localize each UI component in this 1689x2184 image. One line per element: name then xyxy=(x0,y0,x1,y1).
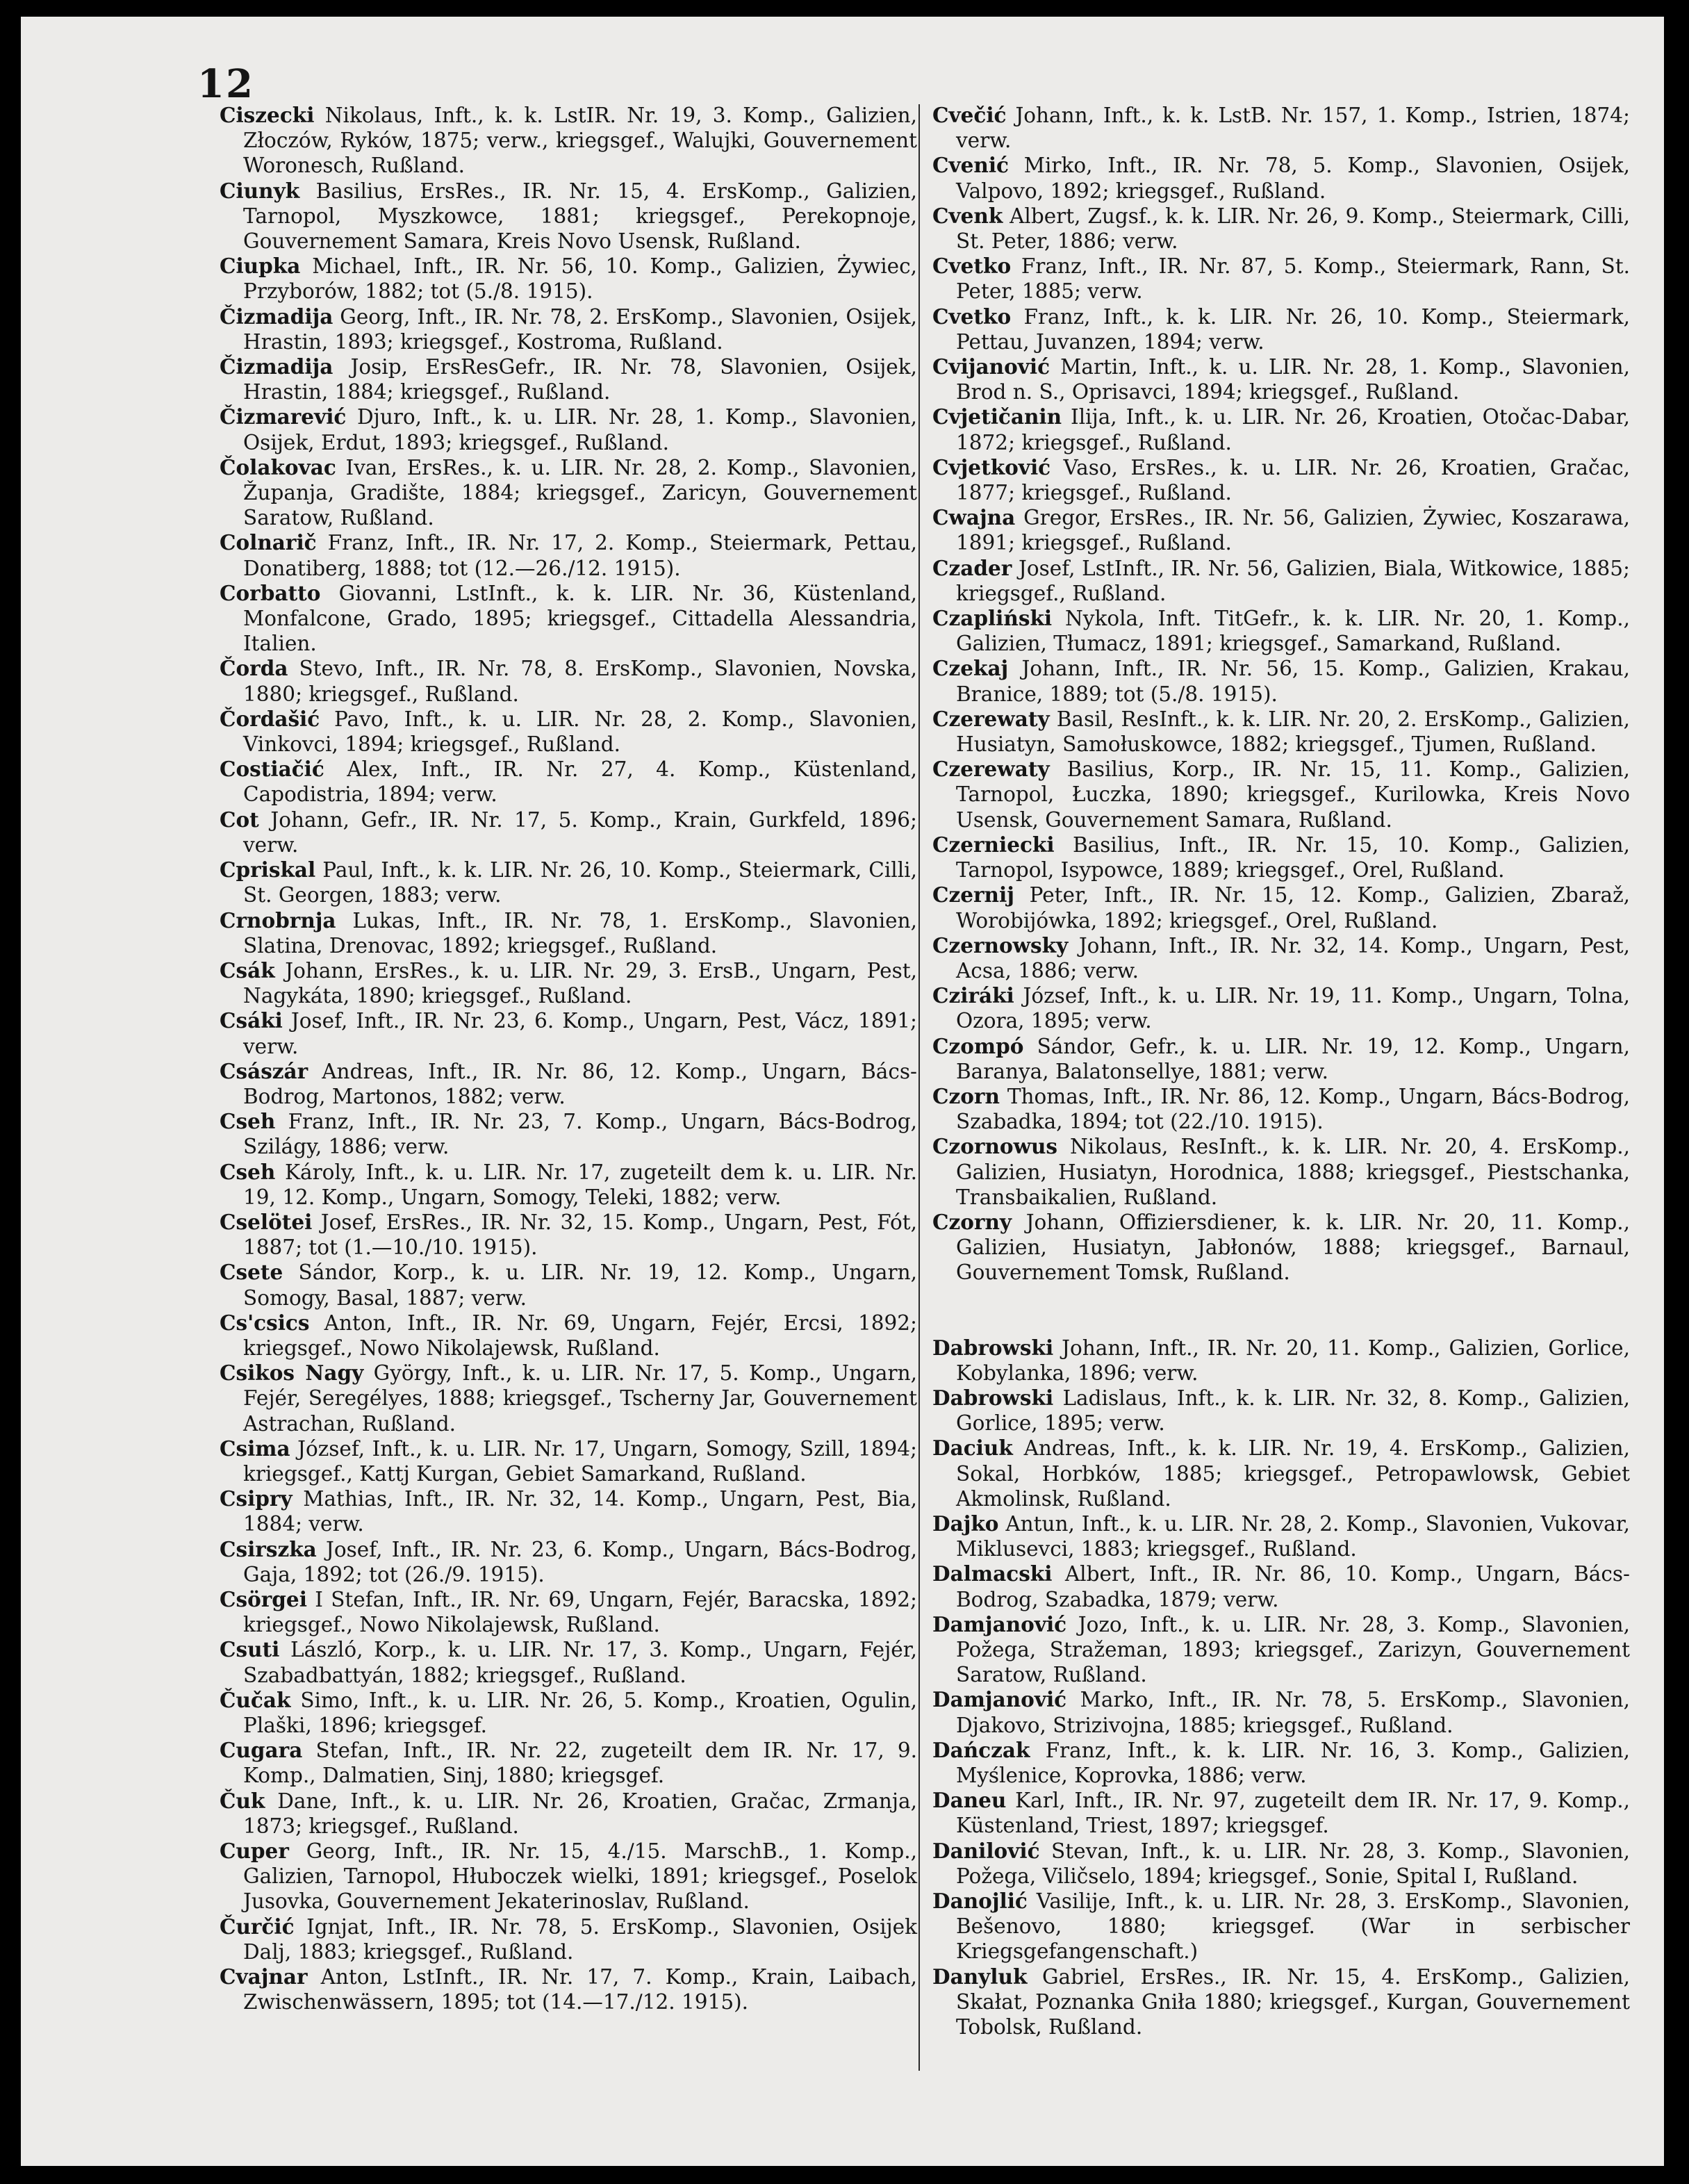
entry-surname: Csirszka xyxy=(220,1536,317,1561)
entry-details: Johann, Inft., k. k. LstB. Nr. 157, 1. Komp., Istrien, 1874; verw. xyxy=(956,104,1630,153)
entry-details: György, Inft., k. u. LIR. Nr. 17, 5. Komp., Ungarn, Fejér, Seregélyes, 1888; kriegsgef., Tscherny Jar, Gouvernement Astrachan, Rußland. xyxy=(243,1361,917,1436)
entries-c-section xyxy=(932,103,1630,1286)
entry-surname: Cvjetković xyxy=(932,454,1051,479)
entry-details: Ilija, Inft., k. u. LIR. Nr. 26, Kroatien, Otočac-Dabar, 1872; kriegsgef., Rußland. xyxy=(956,405,1630,454)
entry-details: Nikolaus, ResInft., k. k. LIR. Nr. 20, 4. ErsKomp., Galizien, Husiatyn, Horodnica, 1888; kriegsgef., Piestschanka, Transbaikalien, Rußland. xyxy=(956,1135,1630,1209)
entry-details: Antun, Inft., k. u. LIR. Nr. 28, 2. Komp., Slavonien, Vukovar, Miklusevci, 1883; kriegsgef., Rußland. xyxy=(956,1511,1630,1561)
entry-details: Albert, Zugsf., k. k. LIR. Nr. 26, 9. Komp., Steiermark, Cilli, St. Peter, 1886; verw. xyxy=(956,204,1630,254)
entry-details: Djuro, Inft., k. u. LIR. Nr. 28, 1. Komp., Slavonien, Osijek, Erdut, 1893; kriegsgef., Rußland. xyxy=(243,405,917,454)
register-entry xyxy=(220,1486,917,1536)
register-entry xyxy=(932,656,1630,706)
entry-details: Anton, LstInft., IR. Nr. 17, 7. Komp., Krain, Laibach, Zwischenwässern, 1895; tot (14.—17./12. 1915). xyxy=(243,1965,917,2014)
entry-surname: Czorny xyxy=(932,1209,1012,1234)
scan-border-top xyxy=(0,0,1689,17)
register-entry xyxy=(932,505,1630,555)
register-entry xyxy=(220,757,917,807)
entry-details: Stevo, Inft., IR. Nr. 78, 8. ErsKomp., Slavonien, Novska, 1880; kriegsgef., Rußland. xyxy=(243,657,917,706)
register-entry xyxy=(220,354,917,404)
entry-details: Karl, Inft., IR. Nr. 97, zugeteilt dem IR. Nr. 17, 9. Komp., Küstenland, Triest, 1897; kriegsgef. xyxy=(956,1789,1630,1838)
entry-details: Stefan, Inft., IR. Nr. 22, zugeteilt dem IR. Nr. 17, 9. Komp., Dalmatien, Sinj, 1880; kriegsgef. xyxy=(243,1739,917,1788)
entry-surname: Cvenić xyxy=(932,153,1010,178)
entry-surname: Čordašić xyxy=(220,706,320,731)
entry-surname: Ciunyk xyxy=(220,178,300,203)
entry-surname: Costiačić xyxy=(220,757,324,782)
register-entry xyxy=(932,1889,1630,1964)
register-entry xyxy=(220,1789,917,1839)
register-entry xyxy=(220,1160,917,1210)
entry-surname: Czerniecki xyxy=(932,832,1055,857)
register-entry xyxy=(220,857,917,908)
register-entry xyxy=(932,404,1630,454)
register-entry xyxy=(220,807,917,857)
entry-surname: Csörgei xyxy=(220,1586,307,1611)
entry-details: Franz, Inft., IR. Nr. 87, 5. Komp., Steiermark, Rann, St. Peter, 1885; verw. xyxy=(956,254,1630,304)
register-entry xyxy=(220,1008,917,1058)
entry-surname: Dabrowski xyxy=(932,1335,1054,1360)
entry-details: Giovanni, LstInft., k. k. LIR. Nr. 36, Küstenland, Monfalcone, Grado, 1895; kriegsgef., Cittadella Alessandria, Italien. xyxy=(243,581,917,656)
entry-details: Johann, Inft., IR. Nr. 20, 11. Komp., Galizien, Gorlice, Kobylanka, 1896; verw. xyxy=(956,1336,1630,1385)
entry-surname: Cs'csics xyxy=(220,1310,310,1335)
entry-surname: Daneu xyxy=(932,1788,1007,1813)
register-entry xyxy=(220,1587,917,1637)
entry-surname: Czernowsky xyxy=(932,933,1069,958)
entry-surname: Dalmacski xyxy=(932,1561,1053,1586)
entry-details: Josef, LstInft., IR. Nr. 56, Galizien, Biala, Witkowice, 1885; kriegsgef., Rußland. xyxy=(956,556,1630,605)
entry-details: Sándor, Korp., k. u. LIR. Nr. 19, 12. Komp., Ungarn, Somogy, Basal, 1887; verw. xyxy=(243,1261,917,1310)
entry-details: Ladislaus, Inft., k. k. LIR. Nr. 32, 8. Komp., Galizien, Gorlice, 1895; verw. xyxy=(956,1386,1630,1436)
entry-surname: Czernij xyxy=(932,882,1014,908)
entry-surname: Cwajna xyxy=(932,505,1016,530)
entry-details: Gregor, ErsRes., IR. Nr. 56, Galizien, Żywiec, Koszarawa, 1891; kriegsgef., Rußland. xyxy=(956,506,1630,555)
entry-details: Basil, ResInft., k. k. LIR. Nr. 20, 2. ErsKomp., Galizien, Husiatyn, Samołuskowce, 1882; kriegsgef., Tjumen, Rußland. xyxy=(956,707,1630,757)
register-entry xyxy=(932,354,1630,404)
entry-surname: Czornowus xyxy=(932,1134,1058,1159)
register-entry xyxy=(220,1210,917,1260)
entry-surname: Danyluk xyxy=(932,1964,1028,1989)
entry-surname: Čolakovac xyxy=(220,454,336,479)
entry-details: Josip, ErsResGefr., IR. Nr. 78, Slavonien, Osijek, Hrastin, 1884; kriegsgef., Rußland. xyxy=(243,355,917,404)
entry-details: Albert, Inft., IR. Nr. 86, 10. Komp., Ungarn, Bács-Bodrog, Szabadka, 1879; verw. xyxy=(956,1562,1630,1611)
entry-surname: Cvjetičanin xyxy=(932,404,1062,429)
register-entry xyxy=(932,254,1630,304)
entry-surname: Czapliński xyxy=(932,606,1053,631)
entry-surname: Damjanović xyxy=(932,1611,1067,1636)
register-entry xyxy=(932,882,1630,933)
entry-details: Vasilije, Inft., k. u. LIR. Nr. 28, 3. ErsKomp., Slavonien, Bešenovo, 1880; kriegsgef. (War in serbischer Kriegsgefangenschaft.) xyxy=(956,1889,1630,1964)
register-entry xyxy=(220,103,917,179)
entry-surname: Csipry xyxy=(220,1486,293,1511)
entry-surname: Czompó xyxy=(932,1033,1024,1058)
entry-details: Anton, Inft., IR. Nr. 69, Ungarn, Fejér, Ercsi, 1892; kriegsgef., Nowo Nikolajewsk, Rußland. xyxy=(243,1311,917,1360)
entry-surname: Daciuk xyxy=(932,1436,1013,1461)
register-entry xyxy=(220,254,917,304)
entry-details: Ivan, ErsRes., k. u. LIR. Nr. 28, 2. Komp., Slavonien, Županja, Gradište, 1884; kriegsgef., Zaricyn, Gouvernement Saratow, Rußland. xyxy=(243,455,917,530)
register-entry xyxy=(220,455,917,531)
entry-surname: Čuk xyxy=(220,1788,265,1813)
register-entry xyxy=(932,455,1630,505)
entry-details: Josef, Inft., IR. Nr. 23, 6. Komp., Ungarn, Pest, Vácz, 1891; verw. xyxy=(243,1009,917,1058)
entry-surname: Ciupka xyxy=(220,254,301,279)
entry-details: Károly, Inft., k. u. LIR. Nr. 17, zugeteilt dem k. u. LIR. Nr. 19, 12. Komp., Ungarn, Somogy, Teleki, 1882; verw. xyxy=(243,1160,917,1209)
entry-details: Thomas, Inft., IR. Nr. 86, 12. Komp., Ungarn, Bács-Bodrog, Szabadka, 1894; tot (22./10. 1915). xyxy=(956,1084,1630,1134)
entry-details: Michael, Inft., IR. Nr. 56, 10. Komp., Galizien, Żywiec, Przyborów, 1882; tot (5./8. 1915). xyxy=(243,254,917,304)
register-entry xyxy=(932,1134,1630,1210)
register-entry xyxy=(932,1034,1630,1084)
entry-surname: Corbatto xyxy=(220,580,321,605)
entry-surname: Csikos Nagy xyxy=(220,1361,364,1386)
entry-surname: Cuper xyxy=(220,1839,289,1864)
entry-details: Johann, Inft., IR. Nr. 32, 14. Komp., Ungarn, Pest, Acsa, 1886; verw. xyxy=(956,933,1630,983)
register-entry xyxy=(220,304,917,354)
entry-surname: Čizmadija xyxy=(220,304,333,329)
entry-details: Simo, Inft., k. u. LIR. Nr. 26, 5. Komp., Kroatien, Ogulin, Plaški, 1896; kriegsgef. xyxy=(243,1688,917,1737)
register-entry xyxy=(932,983,1630,1033)
register-entry xyxy=(932,757,1630,832)
entry-details: Sándor, Gefr., k. u. LIR. Nr. 19, 12. Komp., Ungarn, Baranya, Balatonsellye, 1881; verw. xyxy=(956,1034,1630,1083)
entry-surname: Cziráki xyxy=(932,983,1014,1008)
entry-details: Franz, Inft., k. k. LIR. Nr. 16, 3. Komp., Galizien, Myślenice, Koprovka, 1886; verw. xyxy=(956,1738,1630,1787)
register-entry xyxy=(220,908,917,958)
register-entry xyxy=(220,1914,917,1964)
register-entry xyxy=(220,1537,917,1587)
register-entry xyxy=(220,1311,917,1361)
entry-surname: Cugara xyxy=(220,1738,303,1763)
entry-surname: Colnarič xyxy=(220,530,317,555)
entry-surname: Čorda xyxy=(220,656,288,681)
section-gap xyxy=(932,1286,1630,1336)
register-entry xyxy=(220,1361,917,1436)
entry-surname: Czader xyxy=(932,555,1012,580)
register-entry xyxy=(932,1084,1630,1134)
register-entry xyxy=(220,404,917,454)
register-entry xyxy=(220,1738,917,1788)
register-entry xyxy=(220,1436,917,1486)
page-number: 12 xyxy=(197,61,254,107)
register-entry xyxy=(932,1788,1630,1838)
entry-surname: Čurčić xyxy=(220,1914,295,1939)
entry-surname: Crnobrnja xyxy=(220,908,336,933)
register-entry xyxy=(220,530,917,580)
register-entry xyxy=(220,1839,917,1914)
entry-surname: Cvajnar xyxy=(220,1964,308,1989)
entry-details: Dane, Inft., k. u. LIR. Nr. 26, Kroatien, Gračac, Zrmanja, 1873; kriegsgef., Rußland. xyxy=(243,1789,917,1838)
register-entry xyxy=(932,1687,1630,1737)
register-entry xyxy=(220,179,917,254)
entry-details: I Stefan, Inft., IR. Nr. 69, Ungarn, Fejér, Baracska, 1892; kriegsgef., Nowo Nikolajewsk, Rußland. xyxy=(243,1587,917,1637)
entry-details: Johann, Gefr., IR. Nr. 17, 5. Komp., Krain, Gurkfeld, 1896; verw. xyxy=(243,807,917,857)
entry-surname: Cselötei xyxy=(220,1209,313,1234)
entry-surname: Čizmarević xyxy=(220,404,347,429)
register-entry xyxy=(932,153,1630,203)
entry-surname: Császár xyxy=(220,1058,308,1083)
entry-surname: Csete xyxy=(220,1260,283,1285)
register-entry xyxy=(932,103,1630,153)
register-entry xyxy=(932,1964,1630,2040)
register-entry xyxy=(220,1109,917,1159)
register-entry xyxy=(932,204,1630,254)
entry-details: Paul, Inft., k. k. LIR. Nr. 26, 10. Komp., Steiermark, Cilli, St. Georgen, 1883; verw. xyxy=(243,858,917,908)
scan-border-bottom xyxy=(0,2166,1689,2184)
register-entry xyxy=(932,1336,1630,1386)
entry-details: Peter, Inft., IR. Nr. 15, 12. Komp., Galizien, Zbaraž, Worobijówka, 1892; kriegsgef., Orel, Rußland. xyxy=(956,883,1630,933)
entry-details: Georg, Inft., IR. Nr. 15, 4./15. MarschB., 1. Komp., Galizien, Tarnopol, Hłuboczek wielki, 1891; kriegsgef., Poselok Jusovka, Gouvernement Jekaterinoslav, Rußland. xyxy=(243,1839,917,1914)
register-entry xyxy=(932,933,1630,983)
entry-details: Mirko, Inft., IR. Nr. 78, 5. Komp., Slavonien, Osijek, Valpovo, 1892; kriegsgef., Rußland. xyxy=(956,154,1630,203)
register-entry xyxy=(932,1561,1630,1611)
entry-details: Andreas, Inft., IR. Nr. 86, 12. Komp., Ungarn, Bács-Bodrog, Martonos, 1882; verw. xyxy=(243,1059,917,1108)
register-entry xyxy=(220,958,917,1008)
entry-details: Alex, Inft., IR. Nr. 27, 4. Komp., Küstenland, Capodistria, 1894; verw. xyxy=(243,757,917,807)
entry-details: Franz, Inft., IR. Nr. 17, 2. Komp., Steiermark, Pettau, Donatiberg, 1888; tot (12.—26./12. 1915). xyxy=(243,531,917,580)
register-entry xyxy=(932,1210,1630,1286)
entry-details: Mathias, Inft., IR. Nr. 32, 14. Komp., Ungarn, Pest, Bia, 1884; verw. xyxy=(243,1487,917,1536)
register-entry xyxy=(220,1964,917,2014)
entry-surname: Csák xyxy=(220,958,275,983)
entry-surname: Czerewaty xyxy=(932,706,1050,731)
register-entry xyxy=(932,832,1630,882)
register-entry xyxy=(220,1059,917,1109)
register-entry xyxy=(932,1839,1630,1889)
register-entry xyxy=(932,1738,1630,1788)
entry-surname: Čučak xyxy=(220,1687,291,1712)
scan-border-left xyxy=(0,0,21,2184)
column-divider xyxy=(918,104,920,2071)
register-entry xyxy=(932,1612,1630,1688)
entry-details: Johann, Inft., IR. Nr. 56, 15. Komp., Galizien, Krakau, Branice, 1889; tot (5./8. 1915). xyxy=(956,657,1630,706)
entry-details: Basilius, Korp., IR. Nr. 15, 11. Komp., Galizien, Tarnopol, Łuczka, 1890; kriegsgef., Kurilowka, Kreis Novo Usensk, Gouvernement Samara, Rußland. xyxy=(956,757,1630,832)
entry-details: Josef, Inft., IR. Nr. 23, 6. Komp., Ungarn, Bács-Bodrog, Gaja, 1892; tot (26./9. 1915). xyxy=(243,1537,917,1586)
register-entry xyxy=(220,656,917,706)
register-entry xyxy=(932,1436,1630,1511)
entry-details: Pavo, Inft., k. u. LIR. Nr. 28, 2. Komp., Slavonien, Vinkovci, 1894; kriegsgef., Rußland. xyxy=(243,707,917,757)
entry-details: Stevan, Inft., k. u. LIR. Nr. 28, 3. Komp., Slavonien, Požega, Viličselo, 1894; kriegsgef., Sonie, Spital I, Rußland. xyxy=(956,1839,1630,1888)
entry-details: Vaso, ErsRes., k. u. LIR. Nr. 26, Kroatien, Gračac, 1877; kriegsgef., Rußland. xyxy=(956,455,1630,505)
entry-surname: Cvenk xyxy=(932,203,1003,228)
entry-surname: Cvečić xyxy=(932,103,1007,127)
entry-details: Johann, ErsRes., k. u. LIR. Nr. 29, 3. ErsB., Ungarn, Pest, Nagykáta, 1890; kriegsgef., Rußland. xyxy=(243,958,917,1008)
entry-surname: Czerewaty xyxy=(932,757,1050,782)
entry-surname: Cvijanović xyxy=(932,354,1051,379)
entry-details: Josef, ErsRes., IR. Nr. 32, 15. Komp., Ungarn, Pest, Fót, 1887; tot (1.—10./10. 1915). xyxy=(243,1210,917,1260)
entry-surname: Danilović xyxy=(932,1838,1040,1863)
left-column xyxy=(220,103,917,2014)
entry-surname: Dajko xyxy=(932,1511,999,1536)
register-entry xyxy=(932,707,1630,757)
entry-surname: Cseh xyxy=(220,1109,276,1134)
entry-surname: Dabrowski xyxy=(932,1385,1054,1410)
entry-details: Georg, Inft., IR. Nr. 78, 2. ErsKomp., Slavonien, Osijek, Hrastin, 1893; kriegsgef., Kostroma, Rußland. xyxy=(243,304,917,354)
entry-details: Franz, Inft., k. k. LIR. Nr. 26, 10. Komp., Steiermark, Pettau, Juvanzen, 1894; verw. xyxy=(956,304,1630,354)
entry-surname: Cvetko xyxy=(932,254,1012,279)
register-entry xyxy=(932,556,1630,606)
entry-details: József, Inft., k. u. LIR. Nr. 19, 11. Komp., Ungarn, Tolna, Ozora, 1895; verw. xyxy=(956,984,1630,1033)
entry-details: Andreas, Inft., k. k. LIR. Nr. 19, 4. ErsKomp., Galizien, Sokal, Horbków, 1885; kriegsgef., Petropawlowsk, Gebiet Akmolinsk, Rußland. xyxy=(956,1436,1630,1511)
entry-surname: Cpriskal xyxy=(220,857,316,882)
register-entry xyxy=(220,581,917,657)
entry-surname: Csuti xyxy=(220,1637,280,1662)
entry-details: József, Inft., k. u. LIR. Nr. 17, Ungarn, Somogy, Szill, 1894; kriegsgef., Kattj Kurgan, Gebiet Samarkand, Rußland. xyxy=(243,1436,917,1486)
entry-surname: Czorn xyxy=(932,1083,1000,1108)
entry-details: László, Korp., k. u. LIR. Nr. 17, 3. Komp., Ungarn, Fejér, Szabadbattyán, 1882; kriegsgef., Rußland. xyxy=(243,1638,917,1687)
entries-d-section xyxy=(932,1336,1630,2040)
entry-details: Ignjat, Inft., IR. Nr. 78, 5. ErsKomp., Slavonien, Osijek Dalj, 1883; kriegsgef., Rußland. xyxy=(243,1914,917,1964)
register-entry xyxy=(220,707,917,757)
entry-details: Basilius, Inft., IR. Nr. 15, 10. Komp., Galizien, Tarnopol, Isypowce, 1889; kriegsgef., Orel, Rußland. xyxy=(956,832,1630,882)
register-entry xyxy=(932,1511,1630,1561)
entry-surname: Czekaj xyxy=(932,656,1009,681)
register-entry xyxy=(220,1688,917,1738)
entry-surname: Cot xyxy=(220,807,259,832)
entry-surname: Cvetko xyxy=(932,304,1012,329)
entry-details: Martin, Inft., k. u. LIR. Nr. 28, 1. Komp., Slavonien, Brod n. S., Oprisavci, 1894; kriegsgef., Rußland. xyxy=(956,355,1630,404)
entry-surname: Čizmadija xyxy=(220,354,333,379)
scan-border-right xyxy=(1664,0,1689,2184)
entry-details: Johann, Offiziersdiener, k. k. LIR. Nr. 20, 11. Komp., Galizien, Husiatyn, Jabłonów, 1888; kriegsgef., Barnaul, Gouvernement Tomsk, Rußland. xyxy=(956,1210,1630,1285)
entry-surname: Damjanović xyxy=(932,1687,1067,1712)
entry-details: Lukas, Inft., IR. Nr. 78, 1. ErsKomp., Slavonien, Slatina, Drenovac, 1892; kriegsgef., Rußland. xyxy=(243,908,917,958)
entry-surname: Csáki xyxy=(220,1008,283,1033)
entry-details: Marko, Inft., IR. Nr. 78, 5. ErsKomp., Slavonien, Djakovo, Strizivojna, 1885; kriegsgef., Rußland. xyxy=(956,1688,1630,1737)
entry-surname: Dańczak xyxy=(932,1737,1030,1762)
entry-details: Nikolaus, Inft., k. k. LstIR. Nr. 19, 3. Komp., Galizien, Złoczów, Ryków, 1875; verw., kriegsgef., Walujki, Gouvernement Woronesch, Rußland. xyxy=(243,104,917,178)
entry-details: Jozo, Inft., k. u. LIR. Nr. 28, 3. Komp., Slavonien, Požega, Stražeman, 1893; kriegsgef., Zarizyn, Gouvernement Saratow, Rußland. xyxy=(956,1612,1630,1687)
register-entry xyxy=(932,606,1630,656)
entry-surname: Cseh xyxy=(220,1159,276,1184)
entry-details: Franz, Inft., IR. Nr. 23, 7. Komp., Ungarn, Bács-Bodrog, Szilágy, 1886; verw. xyxy=(243,1110,917,1159)
entry-surname: Csima xyxy=(220,1436,290,1461)
register-entry xyxy=(932,304,1630,354)
entry-details: Gabriel, ErsRes., IR. Nr. 15, 4. ErsKomp., Galizien, Skałat, Poznanka Gniła 1880; kriegsgef., Kurgan, Gouvernement Tobolsk, Rußland. xyxy=(956,1964,1630,2039)
entry-details: Nykola, Inft. TitGefr., k. k. LIR. Nr. 20, 1. Komp., Galizien, Tłumacz, 1891; kriegsgef., Samarkand, Rußland. xyxy=(956,607,1630,656)
entry-surname: Danojlić xyxy=(932,1889,1028,1914)
entry-surname: Ciszecki xyxy=(220,103,315,127)
register-entry xyxy=(932,1386,1630,1436)
right-column xyxy=(932,103,1630,2039)
register-entry xyxy=(220,1637,917,1687)
entry-details: Basilius, ErsRes., IR. Nr. 15, 4. ErsKomp., Galizien, Tarnopol, Myszkowce, 1881; kriegsgef., Perekopnoje, Gouvernement Samara, Kreis Novo Usensk, Rußland. xyxy=(243,179,917,254)
register-entry xyxy=(220,1260,917,1310)
